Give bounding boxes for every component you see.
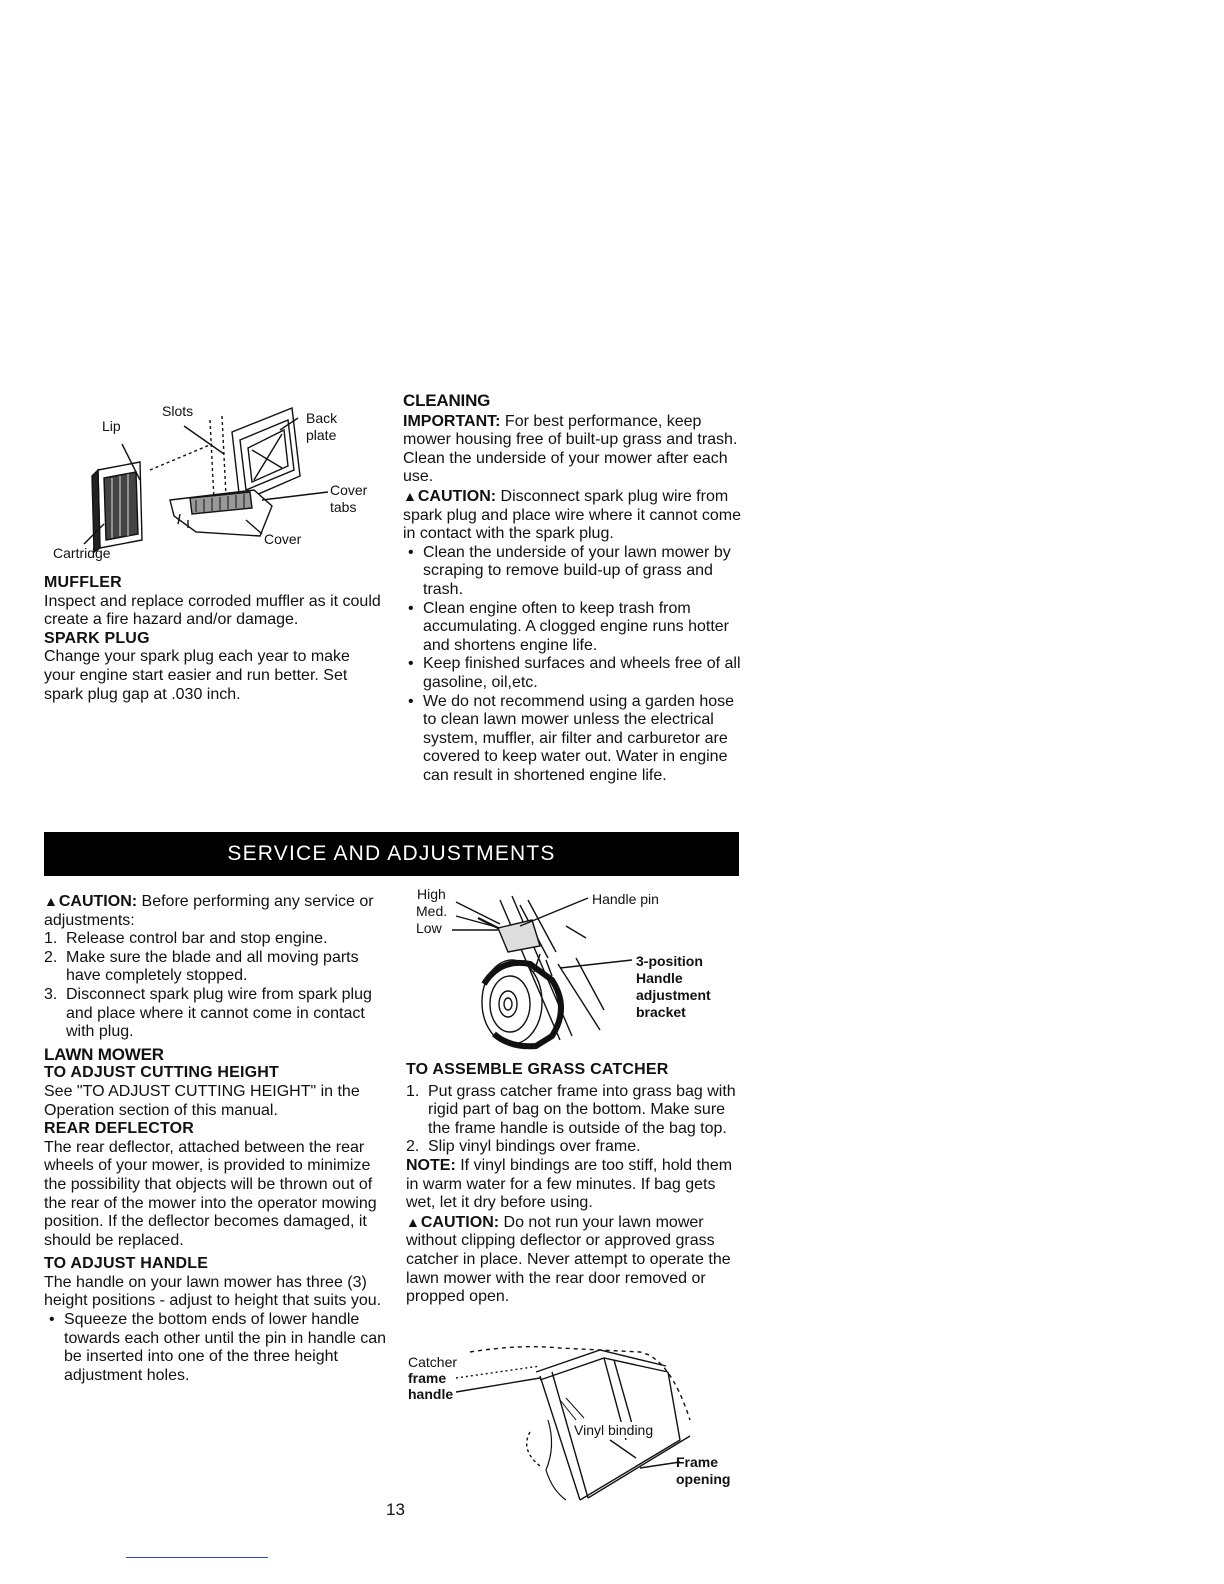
list-item: • Clean engine often to keep trash from accumulating. A clogged engine runs hotter and shortens engine life.	[403, 600, 743, 656]
label-handle-pin: Handle pin	[592, 891, 659, 907]
rear-deflector-text: The rear deflector, attached between the rear wheels of your mower, is provided to minimize the possibility that objects will be thrown out of the rear of the mower into the operator mowing position. If the deflector becomes damaged, it should be replaced.	[44, 1138, 377, 1249]
caution-text: Disconnect spark plug wire from spark plug and place wire where it cannot come in contact with the spark plug.	[403, 487, 741, 543]
label-back: Back	[306, 410, 338, 426]
label-bracket-3: adjustment	[636, 987, 711, 1003]
label-med: Med.	[416, 903, 448, 919]
label-handle: handle	[408, 1386, 454, 1402]
list-item: 1. Put grass catcher frame into grass bag with rigid part of bag on the bottom. Make sure the frame handle is outside of the bag top.	[406, 1082, 736, 1137]
label-low: Low	[416, 920, 442, 936]
label-high: High	[417, 886, 446, 902]
label-cover: Cover	[264, 531, 302, 547]
caution-text: Before performing any service or adjustments:	[44, 893, 374, 929]
list-item: 2. Slip vinyl bindings over frame.	[406, 1138, 641, 1156]
important-label: IMPORTANT:	[403, 412, 501, 430]
caution-label: CAUTION:	[417, 487, 497, 505]
label-lip: Lip	[102, 418, 121, 434]
adjust-handle-text: The handle on your lawn mower has three (3) height positions - adjust to height that suits you.	[44, 1273, 382, 1310]
label-bracket-2: Handle	[636, 970, 683, 986]
cutting-height-text: See "TO ADJUST CUTTING HEIGHT" in the Operation section of this manual.	[44, 1082, 360, 1119]
muffler-text: Inspect and replace corroded muffler as it could create a fire hazard and/or damage.	[44, 592, 381, 629]
list-item: • Keep finished surfaces and wheels free of all gasoline, oil,etc.	[403, 655, 743, 692]
label-catcher: Catcher	[408, 1354, 458, 1370]
label-vinyl-binding: Vinyl binding	[574, 1422, 654, 1438]
label-frame-opening-2: opening	[676, 1471, 731, 1487]
cutting-height-heading: TO ADJUST CUTTING HEIGHT	[44, 1064, 280, 1082]
warning-triangle-icon: ▲	[406, 1213, 420, 1230]
footer-rule	[126, 1557, 268, 1558]
lawn-mower-heading: LAWN MOWER	[44, 1044, 164, 1064]
warning-triangle-icon: ▲	[403, 487, 417, 504]
muffler-heading: MUFFLER	[44, 574, 122, 591]
list-item: 2. Make sure the blade and all moving parts have completely stopped.	[44, 948, 359, 985]
caution-label: CAUTION:	[420, 1213, 500, 1231]
label-bracket-1: 3-position	[636, 953, 703, 969]
caution-text: Do not run your lawn mower without clipping deflector or approved grass catcher in place. Never attempt to operate the lawn mower with the rear door removed or propped open.	[406, 1213, 731, 1306]
list-item: 3. Disconnect spark plug wire from spark plug and place where it cannot come in contact with plug.	[44, 985, 372, 1041]
spark-plug-heading: SPARK PLUG	[44, 629, 150, 647]
list-item: 1. Release control bar and stop engine.	[44, 930, 328, 948]
label-frame: frame	[408, 1370, 447, 1386]
label-cover-tabs-2: tabs	[330, 499, 357, 515]
warning-triangle-icon: ▲	[44, 893, 58, 909]
list-item: • Clean the underside of your lawn mower by scraping to remove build-up of grass and trash.	[403, 544, 743, 600]
list-item: • Squeeze the bottom ends of lower handle towards each other until the pin in handle can be inserted into one of the three height adjustment holes.	[44, 1311, 390, 1385]
note-text: If vinyl bindings are too stiff, hold them in warm water for a few minutes. If bag gets wet, let it dry before using.	[406, 1156, 733, 1212]
label-cover-tabs-1: Cover	[330, 482, 368, 498]
grass-catcher-heading: TO ASSEMBLE GRASS CATCHER	[406, 1061, 669, 1078]
caution-label: CAUTION:	[58, 893, 138, 910]
note-label: NOTE:	[406, 1156, 456, 1174]
important-text: For best performance, keep mower housing free of built-up grass and trash. Clean the underside of your mower after each use.	[403, 412, 738, 486]
spark-plug-text: Change your spark plug each year to make your engine start easier and run better. Set spark plug gap at .030 inch.	[44, 648, 350, 703]
label-slots: Slots	[162, 403, 194, 419]
page-number: 13	[386, 1500, 405, 1519]
label-bracket-4: bracket	[636, 1004, 686, 1020]
label-cartridge: Cartridge	[53, 545, 111, 561]
list-item: • We do not recommend using a garden hose to clean lawn mower unless the electrical system, muffler, air filter and carburetor are covered to keep water out. Water in engine can result in shortened engine life.	[403, 693, 743, 786]
label-plate: plate	[306, 427, 337, 443]
label-frame-opening-1: Frame	[676, 1454, 719, 1470]
cleaning-heading: CLEANING	[403, 391, 491, 410]
rear-deflector-heading: REAR DEFLECTOR	[44, 1120, 195, 1138]
section-banner: SERVICE AND ADJUSTMENTS	[44, 832, 739, 876]
adjust-handle-heading: TO ADJUST HANDLE	[44, 1255, 209, 1273]
